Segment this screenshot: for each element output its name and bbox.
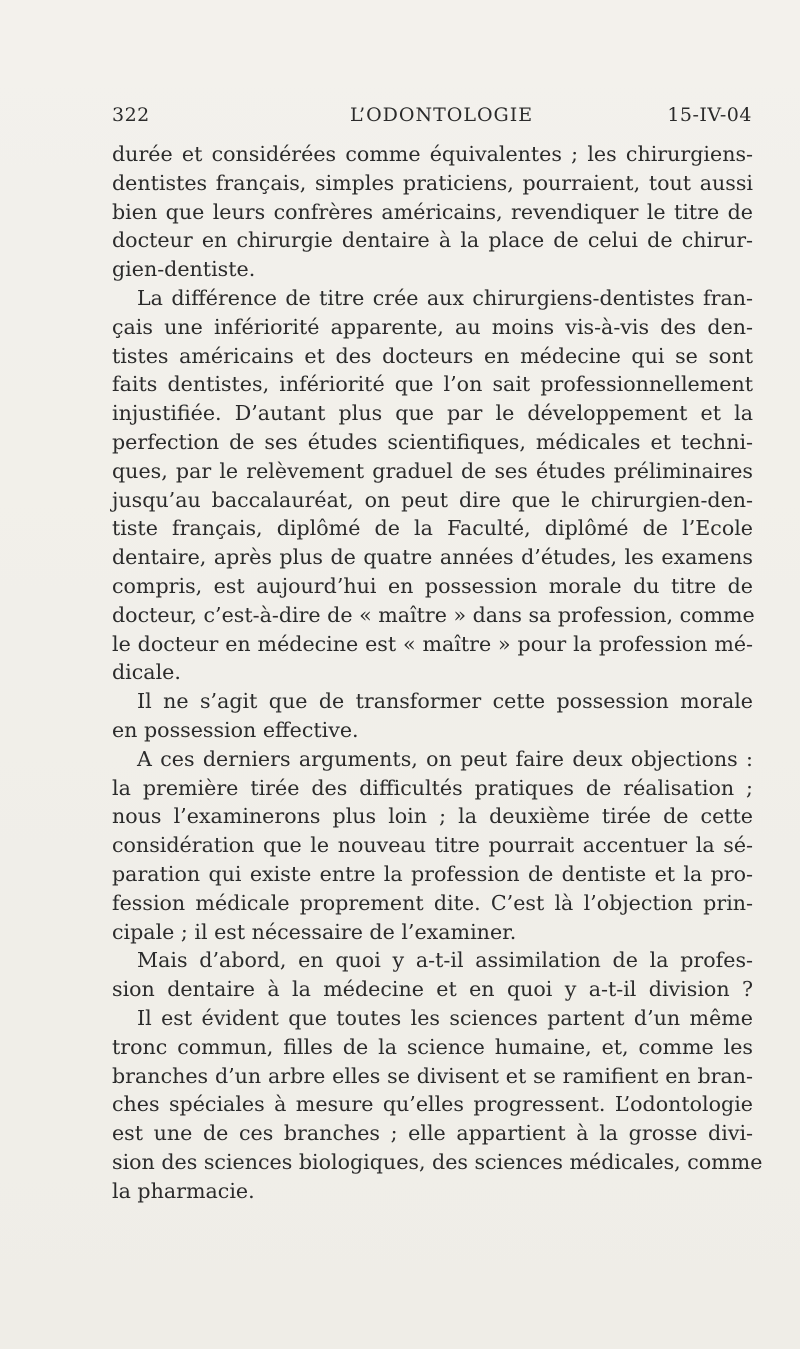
text-line: est une de ces branches ; elle appartient à la grosse divi- xyxy=(112,1121,753,1146)
text-line: branches d’un arbre elles se divisent et se ramifient en bran- xyxy=(112,1063,753,1088)
text-line: la première tirée des difficultés pratiques de réalisation ; xyxy=(112,775,753,800)
text-line: gien-dentiste. xyxy=(112,257,256,282)
text-line: Mais d’abord, en quoi y a-t-il assimilation de la profes- xyxy=(137,948,753,973)
issue-date: 15-IV-04 xyxy=(667,104,752,126)
text-line: la pharmacie. xyxy=(112,1178,255,1203)
text-line: jusqu’au baccalauréat, on peut dire que le chirurgien-den- xyxy=(112,487,753,512)
text-line: fession médicale proprement dite. C’est là l’objection prin- xyxy=(112,890,753,915)
text-line: tronc commun, filles de la science humaine, et, comme les xyxy=(112,1034,753,1059)
text-line: A ces derniers arguments, on peut faire deux objections : xyxy=(137,746,753,771)
running-header xyxy=(112,104,752,132)
text-line: en possession effective. xyxy=(112,717,359,742)
text-line: injustifiée. D’autant plus que par le développement et la xyxy=(112,401,753,426)
text-line: çais une infériorité apparente, au moins vis-à-vis des den- xyxy=(112,314,753,339)
text-line: bien que leurs confrères américains, revendiquer le titre de xyxy=(112,199,753,224)
text-line: dentaire, après plus de quatre années d’études, les examens xyxy=(112,545,753,570)
text-line: docteur, c’est-à-dire de « maître » dans sa profession, comme xyxy=(112,602,755,627)
text-line: considération que le nouveau titre pourrait accentuer la sé- xyxy=(112,833,753,858)
text-line: sion des sciences biologiques, des sciences médicales, comme xyxy=(112,1149,763,1174)
text-line: Il est évident que toutes les sciences partent d’un même xyxy=(137,1005,753,1030)
text-line: tiste français, diplômé de la Faculté, diplômé de l’Ecole xyxy=(112,516,753,541)
text-line: dentistes français, simples praticiens, pourraient, tout aussi xyxy=(112,170,753,195)
text-line: sion dentaire à la médecine et en quoi y a-t-il division ? xyxy=(112,977,753,1002)
text-line: tistes américains et des docteurs en médecine qui se sont xyxy=(112,343,753,368)
text-line: paration qui existe entre la profession de dentiste et la pro- xyxy=(112,861,753,886)
text-line: durée et considérées comme équivalentes ; les chirurgiens- xyxy=(112,142,753,166)
text-line: La différence de titre crée aux chirurgiens-dentistes fran- xyxy=(137,285,753,310)
text-line: perfection de ses études scientifiques, médicales et techni- xyxy=(112,429,753,454)
body-text xyxy=(112,140,763,1205)
text-line: ques, par le relèvement graduel de ses études préliminaires xyxy=(112,458,753,483)
text-line: nous l’examinerons plus loin ; la deuxième tirée de cette xyxy=(112,804,753,829)
text-line: cipale ; il est nécessaire de l’examiner. xyxy=(112,919,517,944)
text-line: Il ne s’agit que de transformer cette possession morale xyxy=(137,689,753,714)
text-line: faits dentistes, infériorité que l’on sait professionnellement xyxy=(112,372,753,397)
text-line: compris, est aujourd’hui en possession morale du titre de xyxy=(112,573,753,598)
text-line: docteur en chirurgie dentaire à la place de celui de chirur- xyxy=(112,228,753,253)
running-title: L’ODONTOLOGIE xyxy=(350,104,534,126)
text-line: dicale. xyxy=(112,660,181,685)
text-line: le docteur en médecine est « maître » pour la profession mé- xyxy=(112,631,753,656)
page-number: 322 xyxy=(112,104,150,126)
text-line: ches spéciales à mesure qu’elles progressent. L’odontologie xyxy=(112,1092,753,1117)
